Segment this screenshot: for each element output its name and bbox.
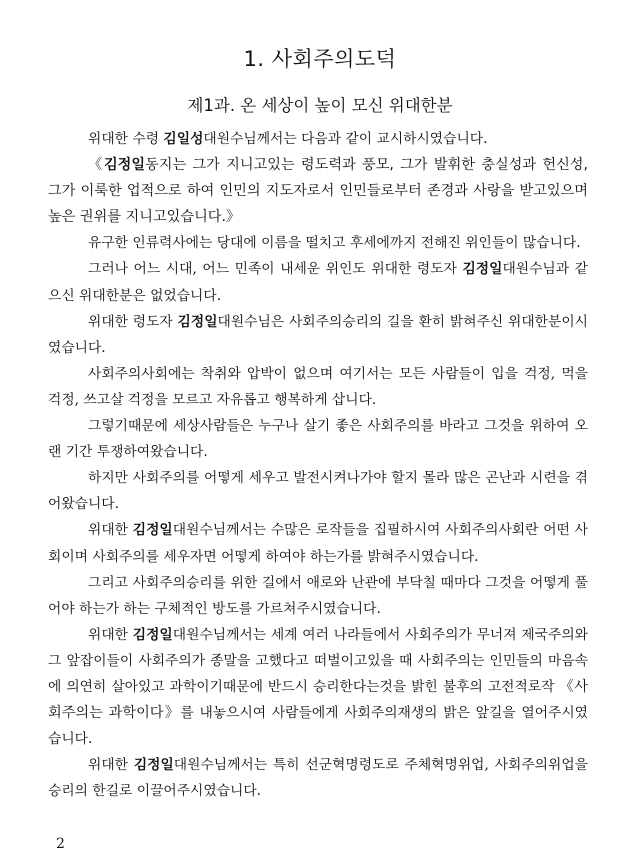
paragraph-text: 대원수님께서는 수많은 로작들을 집필하시여 사회주의사회란 어떤 사회이며 사회주의를 세우자면 어떻게 하여야 하는가를 밝혀주시였습니다.	[48, 522, 588, 565]
paragraph-text: 대원수님과 같으신 위대한분은 없었습니다.	[48, 261, 588, 304]
paragraph-text: 위대한	[88, 757, 134, 774]
paragraph	[48, 126, 588, 152]
paragraph	[48, 256, 588, 308]
quotation-paragraph	[48, 152, 588, 230]
paragraph	[48, 517, 588, 569]
paragraph-text: 사회주의사회에는 착취와 압박이 없으며 여기서는 모든 사람들이 입을 걱정, 먹을 걱정, 쓰고살 걱정을 모르고 자유롭고 행복하게 삽니다.	[48, 365, 588, 408]
paragraph-text: 그렇기때문에 세상사람들은 누구나 살기 좋은 사회주의를 바라고 그것을 위하여 오랜 기간 투쟁하여왔습니다.	[48, 418, 588, 461]
leader-name: 김정일	[462, 261, 503, 278]
leader-name: 김정일	[177, 313, 218, 330]
paragraph-text: 《	[88, 157, 104, 174]
paragraph	[48, 413, 588, 465]
paragraph-text: 위대한 수령	[88, 131, 164, 147]
leader-name: 김정일	[103, 157, 146, 174]
leader-name: 김정일	[133, 757, 174, 774]
leader-name: 김정일	[132, 626, 173, 643]
body-text	[48, 126, 588, 804]
paragraph-text: 그리고 사회주의승리를 위한 길에서 애로와 난관에 부닥칠 때마다 그것을 어떻게 풀어야 하는가 하는 구체적인 방도를 가르쳐주시였습니다.	[48, 574, 588, 617]
paragraph	[48, 309, 588, 361]
paragraph	[48, 752, 588, 804]
page-number: 2	[56, 836, 65, 852]
paragraph-text: 위대한 령도자	[88, 313, 178, 330]
paragraph-text: 를 내놓으시여 사람들에게 사회주의재생의 밝은 앞길을 열어주시였습니다.	[48, 705, 589, 748]
paragraph-text: 하지만 사회주의를 어떻게 세우고 발전시켜나가야 할지 몰라 많은 곤난과 시련을 겪어왔습니다.	[48, 470, 588, 513]
paragraph-text: 위대한	[88, 626, 133, 643]
paragraph-text: 그러나 어느 시대, 어느 민족이 내세운 위인도 위대한 령도자	[88, 261, 463, 278]
paragraph-text: 동지는 그가 지니고있는 령도력과 풍모, 그가 발휘한 충실성과 헌신성, 그가 이룩한 업적으로 하여 인민의 지도자로서 인민들로부터 존경과 사랑을 받고있으며 높은 권위를 지니고있습니다.》	[48, 157, 588, 226]
paragraph	[48, 465, 588, 517]
chapter-title: 1. 사회주의도덕	[243, 47, 397, 71]
leader-name: 김정일	[132, 522, 173, 539]
section-title: 제1과. 온 세상이 높이 모신 위대한분	[187, 96, 453, 115]
paragraph-text: 유구한 인류력사에는 당대에 이름을 떨치고 후세에까지 전해진 위인들이 많습니다.	[88, 235, 581, 252]
paragraph	[48, 230, 588, 256]
paragraph-text: 대원수님은 사회주의승리의 길을 환히 밝혀주신 위대한분이시였습니다.	[48, 313, 588, 356]
paragraph	[48, 622, 588, 752]
paragraph-text: 대원수님께서는 특히 선군혁명령도로 주체혁명위업, 사회주의위업을 승리의 한길로 이끌어주시였습니다.	[48, 757, 588, 800]
paragraph	[48, 570, 588, 622]
paragraph-text: 대원수님께서는 세계 여러 나라들에서 사회주의가 무너져 제국주의와 그 앞잡이들이 사회주의가 종말을 고했다고 떠벌이고있을 때 사회주의는 인민들의 마음속에 의연히 살아있고 과학이기때문에 반드시 승리한다는것을 밝힌 불후의 고전적로작	[48, 626, 588, 695]
leader-name: 김일성	[163, 131, 204, 147]
work-title: 《사회주의는 과학이다》	[48, 678, 588, 722]
paragraph-text: 대원수님께서는 다음과 같이 교시하시였습니다.	[203, 131, 488, 147]
paragraph-text: 위대한	[88, 522, 133, 539]
paragraph	[48, 361, 588, 413]
